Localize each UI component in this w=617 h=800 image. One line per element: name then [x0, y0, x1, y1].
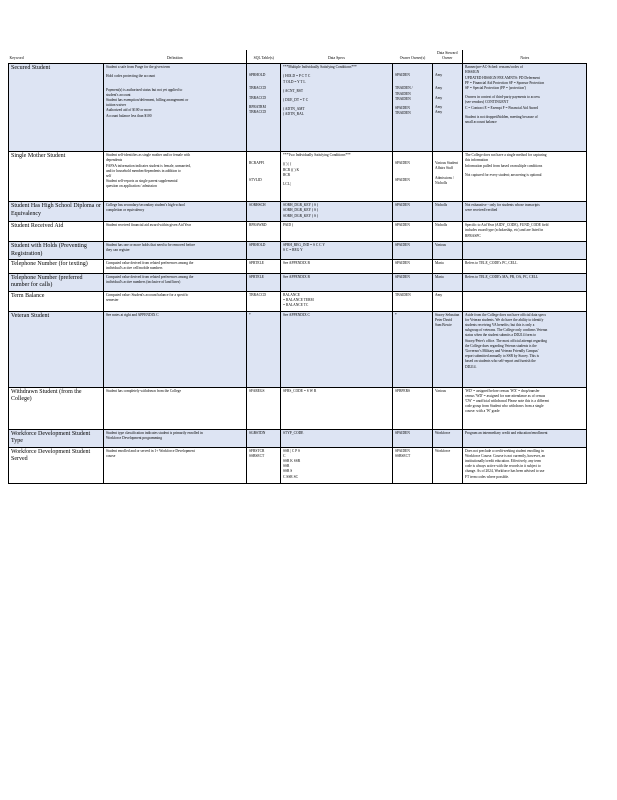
sql-tables-cell-line: RPRATRM [249, 104, 266, 109]
data-specs-cell-line: C [283, 453, 286, 458]
data-specs-cell-line: T OLD = Y T L [283, 79, 306, 84]
data-specs-cell-line: SORH_DGR_KEY ( S ) [283, 208, 319, 213]
data-specs-cell-line: SSR | C P S [283, 448, 300, 453]
owner-cell [393, 202, 433, 222]
owner-cell-line: * [395, 312, 397, 317]
notes-cell-line: the College dues regarding Veteran students is the [465, 343, 537, 348]
notes-cell-line: subgroup of veterans. The College only confirms Veteran [465, 328, 548, 333]
notes-cell-line: DD214. [465, 364, 477, 369]
table-row [9, 152, 587, 202]
data-steward-cell-line: Nicholls [435, 203, 448, 208]
notes-cell-line: C = Contract E = Exempt F = Financial Aid Award [465, 105, 539, 110]
notes-cell-line: institutionally/credit education. Effectively, any term [465, 459, 541, 463]
sql-tables-cell-line: SPRHOLD [249, 243, 266, 248]
owner-cell-line: SPAIDEN [395, 73, 410, 78]
keyword-cell: Withdrawn Student (from the College) [9, 387, 104, 429]
data-steward-cell [433, 260, 463, 273]
notes-cell-line: were received/verified [465, 208, 498, 213]
definition-cell-line: Account balance less than $100 [106, 113, 152, 118]
data-steward-cell [433, 291, 463, 311]
data-specs-cell-line: ( ADTN_BAL [283, 112, 304, 117]
notes-cell-line: Refers to TELE_CODE's MA, PR, OA, PC, CELL [465, 274, 539, 279]
keyword-cell: Term Balance [9, 291, 104, 311]
definition-cell-line: Workforce Development programming [106, 435, 162, 440]
definition-cell-line: Computed value: Student's account balance for a specific [106, 292, 189, 297]
data-steward-cell-line: Various Student [435, 161, 458, 166]
header-notes: Notes [463, 50, 587, 64]
data-specs-cell-line: RCR [283, 172, 291, 177]
definition-cell-line: completion or equivalency [106, 208, 145, 213]
notes-cell [463, 202, 587, 222]
definition-cell-line: Student a safe from Purge for the given term [106, 65, 171, 70]
data-steward-cell [433, 447, 463, 483]
keyword-cell: Student Has High School Diploma or Equivalency [9, 202, 104, 222]
data-steward-cell-line: Admissions / [435, 175, 454, 180]
sql-tables-cell-line: RPRAWRD [249, 223, 267, 228]
data-specs-cell-line: See APPENDIX B [283, 261, 310, 266]
notes-cell-line: Not captured for every student; answering is optional [465, 172, 542, 177]
notes-cell-line: Information pulled from based on multiple conditions [465, 163, 543, 168]
owner-cell [393, 222, 433, 242]
notes-cell-line: census 'WD' = assigned for non-attendance as of census [465, 393, 546, 398]
table-body [9, 64, 587, 483]
definition-cell-line: tuition waiver [106, 103, 127, 108]
data-steward-cell-line: Amy [435, 95, 443, 100]
sql-tables-cell [247, 387, 281, 429]
notes-cell-line: Banner/pre-AC-Sched: reasons/codes of [465, 65, 523, 70]
owner-cell [393, 291, 433, 311]
definition-cell [104, 222, 247, 242]
sql-tables-cell-line: SFRSTCR [249, 448, 265, 453]
data-specs-cell [281, 429, 393, 447]
header-data-specs: Data Specs [281, 50, 393, 64]
data-steward-cell [433, 242, 463, 260]
definition-cell [104, 202, 247, 222]
owner-cell [393, 152, 433, 202]
data-steward-cell-line: Amy [435, 86, 443, 91]
notes-cell-line: this information [465, 158, 489, 163]
sql-tables-cell-line: TBRACCD [249, 95, 266, 100]
definition-cell-line: dependents [106, 158, 123, 163]
table-row [9, 222, 587, 242]
notes-cell [463, 152, 587, 202]
data-steward-cell [433, 273, 463, 291]
table-row [9, 447, 587, 483]
data-specs-cell-line: = BALANCE TERM [283, 297, 314, 302]
data-specs-cell-line: = BALANCE TC [283, 303, 309, 307]
keyword-cell: Workforce Development Student Served [9, 447, 104, 483]
definition-cell-line: Student type classification indicates student is primarily enrolled in [106, 430, 203, 435]
table-row [9, 260, 587, 273]
data-specs-cell [281, 242, 393, 260]
owner-cell-line: SPBPERS [395, 388, 410, 393]
notes-cell-line: based on students who self-report and furnish the [465, 359, 536, 364]
data-specs-cell-line: SORH_DGR_KEY ( S ) [283, 203, 319, 208]
data-specs-cell-line: S C = REG Y [283, 248, 303, 253]
table-row [9, 64, 587, 152]
notes-cell [463, 387, 587, 429]
sql-tables-cell-line: STVLID [249, 178, 262, 183]
notes-cell-line: Program an intermediary credit and education/enrollment [465, 430, 548, 435]
data-specs-cell-line: PAID ( [283, 223, 294, 228]
data-specs-cell-line: C SSR SC [283, 474, 298, 479]
data-steward-cell-line: Various [435, 388, 446, 393]
notes-cell-line: report submitted annually to SSB by Stacey. This is [465, 354, 540, 359]
notes-cell-line: for Veteran students. We do have the ability to identify [465, 317, 544, 322]
notes-cell [463, 64, 587, 152]
definition-cell-line: Computed value derived from related preferences among the [106, 261, 194, 266]
definition-cell [104, 242, 247, 260]
table-row [9, 387, 587, 429]
notes-cell-line: includes award type (scholarship, etc) and are listed in [465, 228, 544, 233]
data-steward-cell-line: Workforce [435, 430, 451, 435]
data-steward-cell-line: Nicholls [435, 223, 448, 228]
sql-tables-cell-line: * [249, 312, 251, 317]
data-specs-cell-line: See APPENDIX C [283, 312, 310, 317]
owner-cell [393, 311, 433, 387]
data-specs-cell [281, 222, 393, 242]
keyword-cell: Single Mother Student [9, 152, 104, 202]
notes-cell [463, 273, 587, 291]
data-specs-cell-line: ( ACNT_RST [283, 88, 304, 93]
sql-tables-cell [247, 311, 281, 387]
notes-cell-line: 'WD' = assigned before census 'WX' = drop/transfer [465, 388, 540, 393]
notes-cell-line: PF = Financial Aid Protection SF = Sponsor Protection [465, 80, 545, 85]
table-row [9, 429, 587, 447]
data-specs-cell-line: STYP_CODE [283, 430, 304, 435]
sql-tables-cell [247, 291, 281, 311]
notes-cell [463, 447, 587, 483]
data-specs-cell [281, 311, 393, 387]
owner-cell-line: TBAIDEN [395, 91, 411, 96]
notes-cell-line: Not exhaustive - only for students whose transcripts [465, 203, 540, 208]
data-specs-cell [281, 387, 393, 429]
data-specs-cell-line: SSR [283, 464, 290, 469]
owner-cell-line: SPAIDEN [395, 161, 410, 166]
notes-cell-line: RFRASPC [465, 233, 481, 238]
sql-tables-cell [247, 260, 281, 273]
definition-cell [104, 152, 247, 202]
definition-cell [104, 311, 247, 387]
definition-cell [104, 260, 247, 273]
definition-cell-line: See notes at right and APPENDIX C [106, 312, 159, 317]
definition-cell-line: individual's active numbers (inclusive of land lines) [106, 279, 181, 284]
data-steward-cell [433, 429, 463, 447]
owner-cell-line: TBAIDEN [395, 292, 411, 297]
table-row [9, 202, 587, 222]
data-specs-cell-line: (( ) | ( [283, 162, 292, 167]
data-specs-cell-line: See APPENDIX B [283, 274, 310, 279]
notes-cell-line: Workforce Course. Course is not currently, however, an [465, 453, 545, 458]
sql-tables-cell [247, 202, 281, 222]
definition-cell [104, 429, 247, 447]
sql-tables-cell [247, 429, 281, 447]
owner-cell [393, 260, 433, 273]
sql-tables-cell [247, 447, 281, 483]
notes-cell-line: change. As of 2024, Workforce has been advised to use [465, 469, 545, 474]
notes-cell-line: Stacey/Peter's office. The most official attempt regarding [465, 338, 547, 343]
definition-cell [104, 64, 247, 152]
notes-cell-line: 'CW' = unofficial withdrawal Please note this is a different [465, 399, 550, 403]
definition-cell-line: FAFSA information indicates student is female, unmarried, [106, 163, 191, 168]
data-steward-cell-line: Stacey Sebastian [435, 312, 460, 317]
definition-cell-line: Student enrolled and or served in 1+ Workforce Development [106, 448, 195, 453]
definition-cell-line: Student received financial aid award within given Aid Year [106, 223, 191, 228]
data-dictionary-table [8, 50, 587, 484]
definition-cell-line: semester [106, 297, 119, 302]
notes-cell [463, 311, 587, 387]
table-row [9, 311, 587, 387]
data-specs-cell-line: RCR (( ) K [283, 167, 300, 172]
data-specs-cell [281, 202, 393, 222]
data-specs-cell-line: ***Multiple Individually Satisfying Conditions*** [283, 65, 357, 70]
sql-tables-cell-line: TBRACCD [249, 110, 266, 114]
header-sql-tables: SQL Table(s) [247, 50, 281, 64]
notes-cell [463, 260, 587, 273]
keyword-cell: Veteran Student [9, 311, 104, 387]
notes-cell-line: Specific to Aid Year (AIDY_CODE), FUND_CODE field [465, 223, 549, 228]
data-steward-cell [433, 64, 463, 152]
notes-cell-line: HISSIGN [465, 70, 480, 75]
data-steward-cell [433, 387, 463, 429]
data-steward-cell-line: Amy [435, 110, 443, 114]
sql-tables-cell-line: SORHSCH [249, 203, 266, 208]
owner-cell-line: TBAIDEN / [395, 86, 413, 91]
keyword-cell: Telephone Number (preferred number for calls) [9, 273, 104, 291]
owner-cell-line: TBAIDEN [395, 111, 411, 116]
data-specs-cell [281, 291, 393, 311]
notes-cell-line: (see vendors) CONTINGENT [465, 100, 509, 105]
owner-cell [393, 64, 433, 152]
header-owner: Owner Owner(s) [393, 50, 433, 64]
notes-cell-line: code group from Student who withdraws from a single [465, 404, 544, 409]
header-definition: Definition [104, 50, 247, 64]
notes-cell-line: Refers to TELE_CODE's PC, CELL [465, 261, 518, 266]
notes-cell-line: students receiving VA benefits; but this is only a [465, 323, 535, 327]
notes-cell-line: FT term codes where possible. [465, 474, 509, 479]
data-steward-cell-line: Amy [435, 73, 443, 78]
notes-cell [463, 291, 587, 311]
data-specs-cell-line: SFRS_CODE = S W R [283, 388, 317, 393]
data-specs-cell-line: BALANCE [283, 292, 300, 297]
data-specs-cell-line: ( HOLD = P C T C [283, 74, 311, 79]
definition-cell-line: Student has exemption/deferment, billing arrangement or [106, 98, 189, 102]
data-specs-cell [281, 64, 393, 152]
header-row [9, 50, 587, 64]
sql-tables-cell-line: SSBSECT [249, 453, 265, 458]
notes-cell-line: status when the student submits a DD214 form to [465, 333, 537, 338]
sql-tables-cell [247, 64, 281, 152]
sql-tables-cell [247, 152, 281, 202]
data-steward-cell-line: Nicholls [435, 180, 448, 185]
owner-cell-line: SPAIDEN [395, 261, 410, 266]
header-keyword: Keyword [9, 50, 104, 64]
notes-cell-line: Owners in context of third-party payments to access [465, 95, 540, 100]
data-specs-cell-line: SPRH_REG_IND = S C C Y [283, 243, 325, 248]
data-specs-cell [281, 273, 393, 291]
sql-tables-cell-line: TBRACCD [249, 292, 266, 297]
definition-cell-line: Student has completely withdrawn from the College [106, 388, 182, 393]
owner-cell-line: TBAIDEN [395, 96, 411, 101]
owner-cell [393, 387, 433, 429]
notes-cell-line: Does not preclude a credit-seeking student enrolling in [465, 448, 544, 453]
sql-tables-cell [247, 242, 281, 260]
sql-tables-cell [247, 273, 281, 291]
notes-cell [463, 222, 587, 242]
sql-tables-cell-line: SPRTELE [249, 274, 264, 279]
data-specs-cell-line: ***Two Individually Satisfying Conditions*** [283, 153, 351, 158]
definition-cell [104, 291, 247, 311]
definition-cell-line: Student self-reports as single parent supplemental [106, 179, 178, 184]
notes-cell-line: small account balance [465, 120, 497, 125]
notes-cell-line: UPDATED HISSIGN FEE AMNTS: PD Deferment [465, 75, 540, 80]
data-steward-cell-line: Workforce [435, 448, 451, 453]
data-specs-cell [281, 152, 393, 202]
owner-cell-line: SPAIDEN [395, 203, 410, 208]
data-steward-cell-line: Amy [435, 292, 443, 297]
data-steward-cell [433, 152, 463, 202]
definition-cell [104, 387, 247, 429]
data-steward-cell-line: Affairs Staff [435, 166, 453, 171]
notes-cell-line: Aside from the College does not have official data specs [465, 312, 547, 317]
data-specs-cell-line: ( DUE_DT = T C [283, 98, 309, 102]
notes-cell-line: Student is not dropped/hidden, meeting because of [465, 114, 538, 119]
owner-cell-line: SPAIDEN [395, 243, 410, 248]
data-steward-cell-line: Various [435, 243, 446, 248]
notes-cell [463, 429, 587, 447]
definition-cell [104, 447, 247, 483]
data-specs-cell-line: ( ADTN_AMT [283, 107, 305, 112]
definition-cell-line: question on application / admission [106, 184, 157, 189]
owner-cell [393, 242, 433, 260]
header-data-steward: Data Steward Owner [433, 50, 463, 64]
keyword-cell: Workforce Development Student Type [9, 429, 104, 447]
data-specs-cell-line: SORH_DGR_KEY ( S ) [283, 213, 319, 218]
owner-cell-line: SPAIDEN [395, 223, 410, 228]
data-steward-cell-line: Maria [435, 261, 444, 266]
owner-cell [393, 429, 433, 447]
definition-cell-line: individual's active cell/mobile numbers [106, 266, 163, 271]
data-steward-cell [433, 222, 463, 242]
notes-cell-line: SF = Special Protection (FP = 'protection') [465, 86, 526, 90]
definition-cell-line: College has secondary/secondary student's high-school [106, 203, 186, 208]
document-table-container [8, 50, 586, 484]
data-specs-cell-line: SSR K SSR [283, 459, 301, 463]
definition-cell-line: Computed value derived from related preferences among the [106, 274, 194, 279]
sql-tables-cell-line: RCRAPP1 [249, 161, 265, 166]
definition-cell-line: Hold codes protecting the account [106, 74, 156, 79]
owner-cell [393, 273, 433, 291]
data-specs-cell-line: SSR S [283, 469, 293, 474]
notes-cell-line: The College does not have a single method for capturing [465, 153, 547, 158]
table-row [9, 242, 587, 260]
keyword-cell: Telephone Number (for texting) [9, 260, 104, 273]
sql-tables-cell [247, 222, 281, 242]
data-specs-cell [281, 260, 393, 273]
owner-cell-line: SSBSECT [395, 453, 411, 458]
owner-cell-line: SPAIDEN [395, 274, 410, 279]
definition-cell-line: Student self-identifies as single mother and/or female with [106, 153, 191, 158]
definition-cell-line: student's account [106, 92, 131, 97]
notes-cell-line: code is always active with the records in it subject to [465, 464, 541, 469]
definition-cell [104, 273, 247, 291]
definition-cell-line: Payment(s) is authorized status but not yet applied to [106, 87, 183, 92]
keyword-cell: Student Received Aid [9, 222, 104, 242]
keyword-cell: Student with Holds (Preventing Registration) [9, 242, 104, 260]
definition-cell-line: Student has one or more holds that need to be removed before [106, 243, 196, 248]
notes-cell [463, 242, 587, 260]
owner-cell-line: SPAIDEN [395, 178, 410, 183]
keyword-cell: Secured Student [9, 64, 104, 152]
data-steward-cell-line: Maria [435, 274, 444, 279]
table-row [9, 273, 587, 291]
sql-tables-cell-line: TBRACCD [249, 86, 266, 91]
data-steward-cell-line: Sam Bowie [435, 323, 452, 327]
sql-tables-cell-line: SPRTELE [249, 261, 264, 266]
definition-cell-line: they can register [106, 248, 130, 253]
sql-tables-cell-line: SGBSTDN [249, 430, 266, 435]
data-specs-cell [281, 447, 393, 483]
owner-cell-line: SPAIDEN [395, 448, 410, 453]
notes-cell-line: 'Governor's Military and Veteran Friendly Campus' [465, 349, 539, 354]
owner-cell [393, 447, 433, 483]
sql-tables-cell-line: SFAREGS [249, 388, 265, 393]
data-steward-cell [433, 311, 463, 387]
data-specs-cell-line: LCL | [283, 182, 292, 186]
table-row [9, 291, 587, 311]
notes-cell-line: course: with a 'W' grade [465, 409, 500, 414]
sql-tables-cell-line: SPRHOLD [249, 73, 266, 78]
definition-cell-line: course [106, 453, 116, 458]
owner-cell-line: SPAIDEN [395, 430, 410, 435]
owner-cell-line: SPAIDEN [395, 106, 410, 110]
data-steward-cell [433, 202, 463, 222]
definition-cell-line: self [106, 174, 112, 178]
data-steward-cell-line: Peter David [435, 317, 453, 322]
definition-cell-line: Authorized aid of $100 or more [106, 108, 152, 113]
data-steward-cell-line: Amy [435, 104, 443, 109]
definition-cell-line: and/or household member/dependents in addition to [106, 168, 181, 173]
